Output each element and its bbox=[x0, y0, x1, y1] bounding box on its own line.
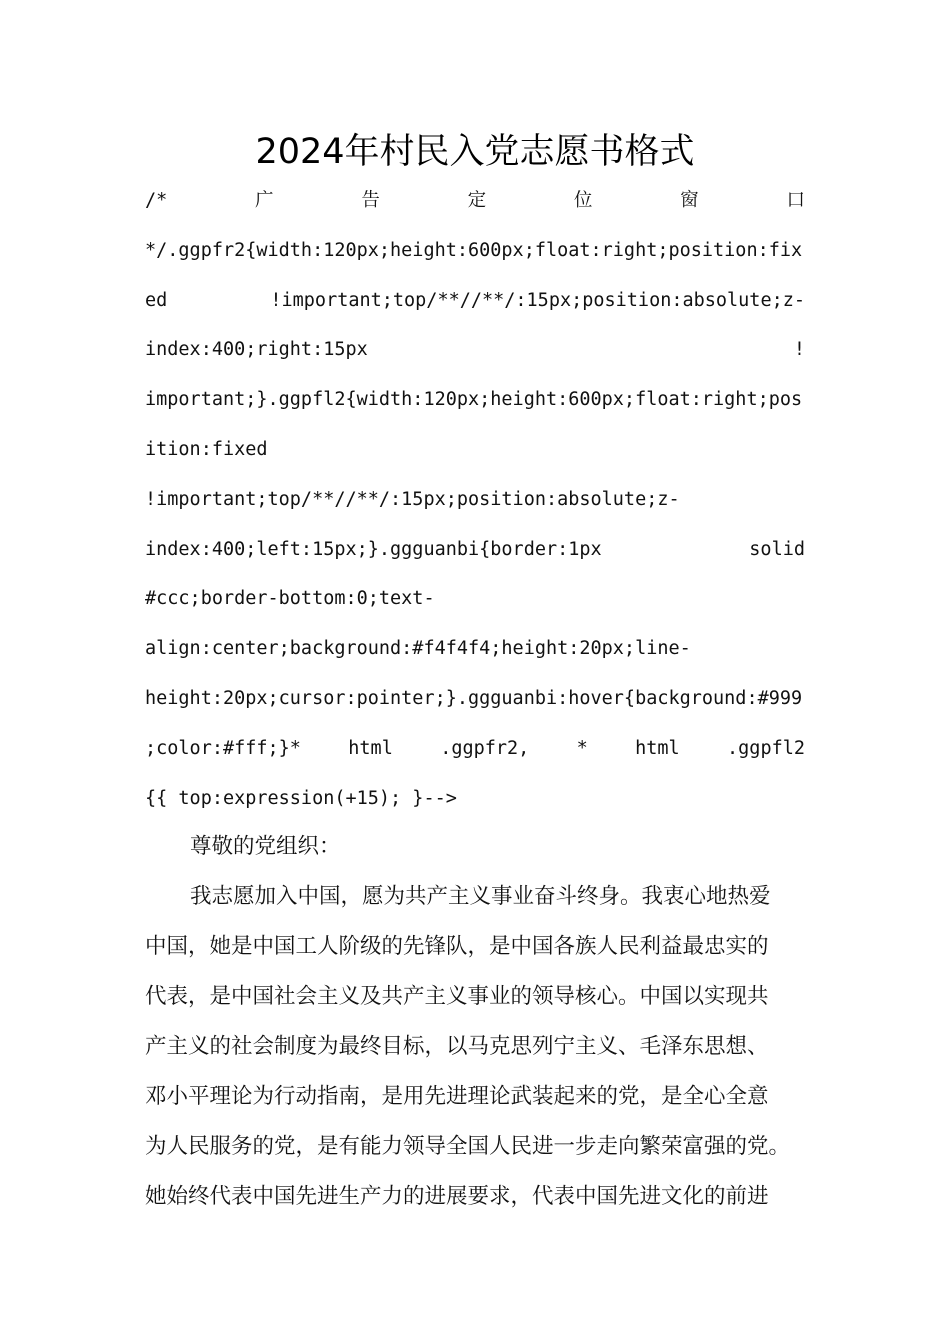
code-segment: html bbox=[348, 737, 393, 759]
code-segment: ;color:#fff;}* bbox=[145, 737, 301, 759]
code-segment: html bbox=[635, 737, 680, 759]
code-segment: height:20px;cursor:pointer;}.ggguanbi:hover{background:#999 bbox=[145, 687, 803, 709]
code-line bbox=[145, 325, 805, 375]
code-segment: index:400;right:15px bbox=[145, 339, 368, 361]
code-segment: * bbox=[576, 737, 588, 759]
code-segment: {{ top:expression(+15); }--> bbox=[145, 787, 457, 809]
embedded-css-code bbox=[145, 176, 805, 823]
code-line bbox=[145, 774, 805, 824]
code-segment: solid bbox=[749, 538, 805, 560]
code-line bbox=[145, 624, 805, 674]
code-segment: .ggpfr2, bbox=[440, 737, 530, 759]
code-segment: ition:fixed bbox=[145, 438, 268, 460]
code-segment: */.ggpfr2{width:120px;height:600px;float:right;position:fix bbox=[145, 239, 803, 261]
paragraph-line: 邓小平理论为行动指南，是用先进理论武装起来的党，是全心全意 bbox=[145, 1084, 769, 1109]
code-segment: index:400;left:15px;}.ggguanbi{border:1px bbox=[145, 538, 602, 560]
code-segment: /* bbox=[145, 190, 168, 211]
code-line bbox=[145, 674, 805, 724]
code-segment: 位 bbox=[573, 190, 593, 211]
code-line bbox=[145, 525, 805, 575]
code-segment: ! bbox=[793, 339, 805, 361]
paragraph-line: 产主义的社会制度为最终目标，以马克思列宁主义、毛泽东思想、 bbox=[145, 1034, 769, 1059]
code-line bbox=[145, 375, 805, 425]
letter-body bbox=[145, 822, 815, 1222]
code-segment: ed bbox=[145, 289, 168, 311]
code-line bbox=[145, 425, 805, 475]
code-line bbox=[145, 226, 805, 276]
paragraph-line: 我志愿加入中国，愿为共产主义事业奋斗终身。我衷心地热爱 bbox=[190, 884, 771, 909]
salutation: 尊敬的党组织： bbox=[190, 834, 341, 859]
code-line bbox=[145, 724, 805, 774]
code-segment: align:center;background:#f4f4f4;height:20px;line- bbox=[145, 638, 691, 660]
paragraph-line: 她始终代表中国先进生产力的进展要求，代表中国先进文化的前进 bbox=[145, 1184, 769, 1209]
paragraph-line: 代表，是中国社会主义及共产主义事业的领导核心。中国以实现共 bbox=[145, 984, 769, 1009]
code-segment: 告 bbox=[361, 190, 380, 211]
code-segment: 口 bbox=[786, 190, 805, 211]
code-line bbox=[145, 475, 805, 525]
code-line bbox=[145, 574, 805, 624]
code-segment: !important;top/**//**/:15px;position:absolute;z- bbox=[145, 488, 680, 510]
paragraph-line: 中国，她是中国工人阶级的先锋队，是中国各族人民利益最忠实的 bbox=[145, 934, 769, 959]
document-title: 2024年村民入党志愿书格式 bbox=[255, 132, 695, 172]
code-segment: !important;top/**//**/:15px;position:absolute;z- bbox=[270, 289, 805, 311]
code-segment: 窗 bbox=[680, 190, 699, 211]
code-segment: 定 bbox=[467, 190, 487, 211]
code-segment: important;}.ggpfl2{width:120px;height:600px;float:right;pos bbox=[145, 389, 803, 411]
code-segment: 广 bbox=[255, 190, 274, 211]
code-line bbox=[145, 176, 805, 226]
code-segment: .ggpfl2 bbox=[727, 737, 805, 759]
paragraph-line: 为人民服务的党，是有能力领导全国人民进一步走向繁荣富强的党。 bbox=[145, 1134, 791, 1159]
code-segment: #ccc;border-bottom:0;text- bbox=[145, 588, 435, 610]
code-line bbox=[145, 276, 805, 326]
